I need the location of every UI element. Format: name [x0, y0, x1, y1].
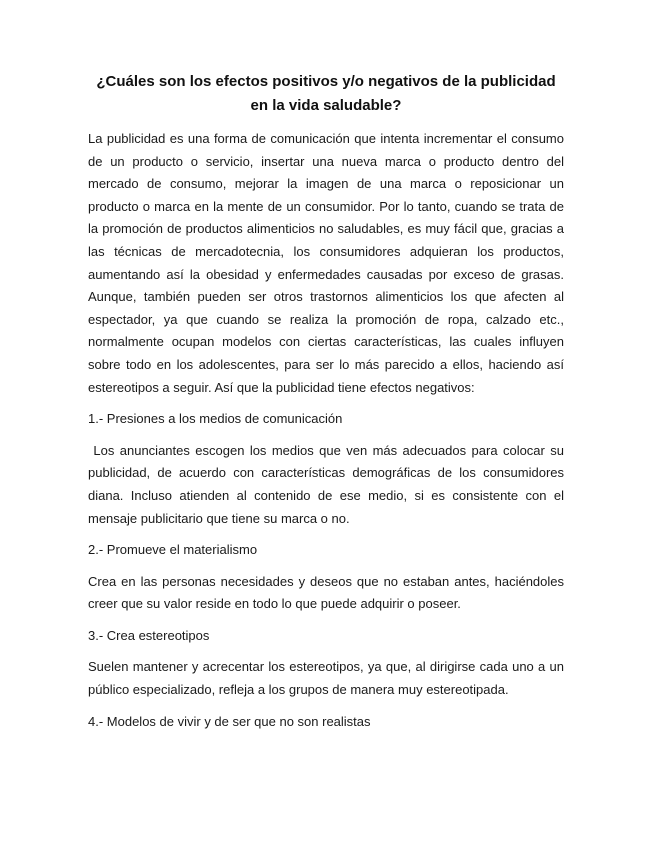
section-heading-1: 1.- Presiones a los medios de comunicación — [88, 411, 343, 427]
section-body-1: Los anunciantes escogen los medios que ven más adecuados para colocar su publicidad, de acuerdo con características demográficas de los consumidores diana. Incluso atienden al contenido de ese medio, si es consistente con el mensaje publicitario que tiene su marca o no. — [88, 442, 568, 526]
page-title — [88, 70, 564, 118]
title-line-1: ¿Cuáles son los efectos positivos y/o negativos de la publicidad — [96, 73, 556, 90]
section-body-2: Crea en las personas necesidades y deseos que no estaban antes, haciéndoles creer que su valor reside en todo lo que puede adquirir o poseer. — [88, 573, 564, 612]
title-line-2: en la vida saludable? — [250, 97, 402, 114]
document-content — [88, 70, 568, 742]
section-heading-3: 3.- Crea estereotipos — [88, 627, 210, 643]
section-body-3: Suelen mantener y acrecentar los estereotipos, ya que, al dirigirse cada uno a un público especializado, refleja a los grupos de manera muy estereotipada. — [88, 659, 564, 698]
intro-paragraph: La publicidad es una forma de comunicación que intenta incrementar el consumo de un producto o servicio, insertar una nueva marca o producto dentro del mercado de consumo, mejorar la imagen de una marca o reposicionar un producto o marca en la mente de un consumidor. Por lo tanto, cuando se trata de la promoción de productos alimenticios no saludables, es muy fácil que, gracias a las técnicas de mercadotecnia, los consumidores adquieran los productos, aumentando así la obesidad y enfermedades causadas por exceso de grasas. Aunque, también pueden ser otros trastornos alimenticios los que afecten al espectador, ya que cuando se realiza la promoción de ropa, calzado etc., normalmente ocupan modelos con ciertas características, las cuales influyen sobre todo en los adolescentes, para ser lo más parecido a ellos, haciendo así estereotipos a seguir. Así que la publicidad tiene efectos negativos: — [88, 131, 564, 395]
section-heading-4: 4.- Modelos de vivir y de ser que no son realistas — [88, 713, 371, 729]
section-heading-2: 2.- Promueve el materialismo — [88, 542, 258, 558]
